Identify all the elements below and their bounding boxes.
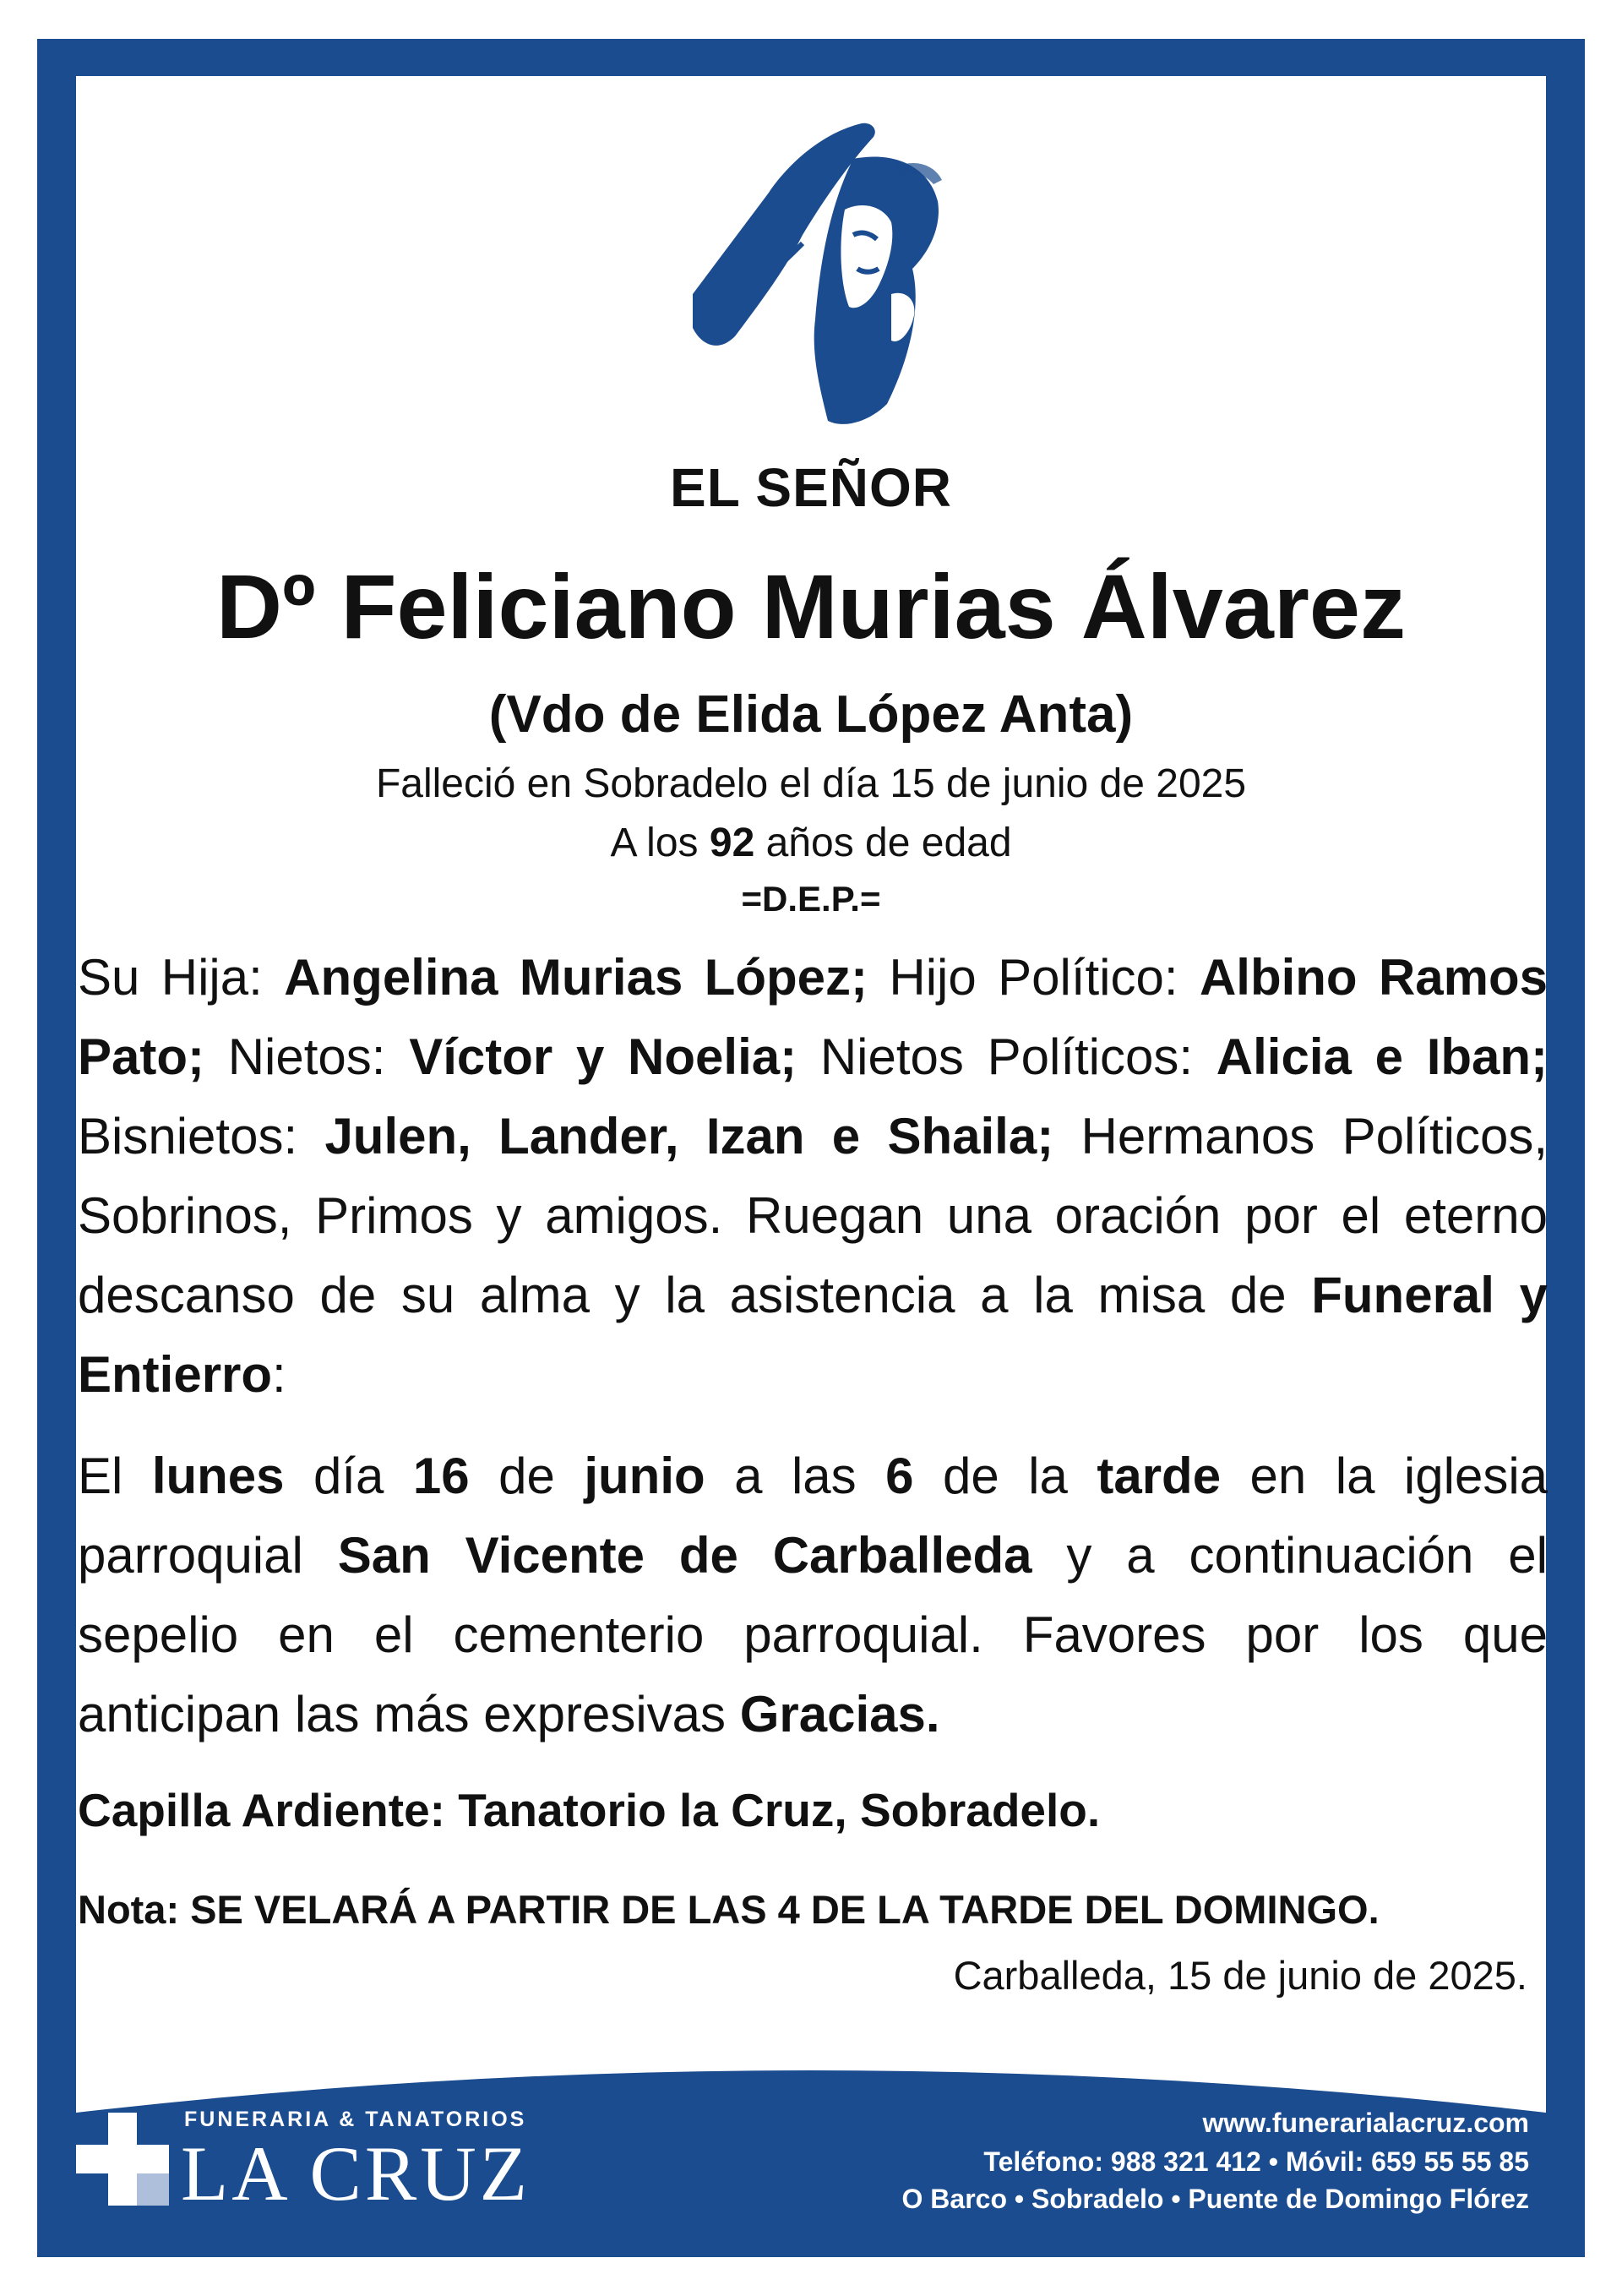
ceremony-text-1: El (78, 1448, 152, 1504)
ceremony-text-2: día (284, 1448, 413, 1504)
cross-icon (76, 2113, 169, 2206)
dep: =D.E.P.= (741, 879, 881, 919)
family-text-5: Bisnietos: (78, 1108, 325, 1164)
ceremony-bold-6: San Vicente de Carballeda (337, 1527, 1032, 1584)
brand-name: LA CRUZ (181, 2130, 531, 2217)
place-date-signature: Carballeda, 15 de junio de 2025. (953, 1953, 1527, 1998)
ceremony-text-3: de (469, 1448, 585, 1504)
family-name-2: Albino Ramos Pato; (78, 949, 1549, 1085)
title: EL SEÑOR (670, 457, 952, 518)
family-text-6: Hermanos Políticos, Sobrinos, Primos y amigos. Ruegan una oración por el eterno descanso de su alma y la asistencia a la misa de (78, 1108, 1548, 1323)
ceremony-paragraph (78, 1437, 1548, 1754)
ceremony-text-5: de la (913, 1448, 1097, 1504)
ceremony-text-7: y a continuación el sepelio en el cementerio parroquial. Favores por los que anticipan las más expresivas (78, 1527, 1548, 1742)
website-link[interactable]: www.funerarialacruz.com (1202, 2108, 1529, 2138)
ceremony-bold-7: Gracias. (739, 1686, 940, 1742)
deceased-name: Dº Feliciano Murias Álvarez (216, 555, 1406, 657)
ceremony-bold-2: 16 (412, 1448, 470, 1504)
family-name-3: Víctor y Noelia; (409, 1028, 797, 1085)
family-paragraph (78, 938, 1548, 1415)
death-info: Falleció en Sobradelo el día 15 de junio de 2025 (375, 761, 1247, 806)
age-suffix: años de edad (754, 821, 1012, 865)
family-text-7: : (272, 1346, 286, 1403)
age-value: 92 (709, 821, 755, 865)
family-text-4: Nietos Políticos: (797, 1028, 1216, 1085)
family-text-1: Su Hija: (78, 949, 285, 1006)
note: Nota: SE VELARÁ A PARTIR DE LAS 4 DE LA TARDE DEL DOMINGO. (78, 1887, 1380, 1932)
ceremony-bold-1: lunes (151, 1448, 285, 1504)
family-name-4: Alicia e Iban; (1216, 1028, 1549, 1085)
brand-subtitle: FUNERARIA & TANATORIOS (184, 2108, 527, 2131)
family-text-3: Nietos: (204, 1028, 410, 1085)
christ-head-icon (642, 100, 980, 438)
ceremony-bold-4: 6 (885, 1448, 914, 1504)
ceremony-text-6: en la iglesia parroquial (78, 1448, 1549, 1584)
family-text-2: Hijo Político: (868, 949, 1200, 1006)
locations: O Barco • Sobradelo • Puente de Domingo Flórez (901, 2184, 1529, 2214)
family-name-1: Angelina Murias López; (284, 949, 868, 1006)
ceremony-bold-5: tarde (1097, 1448, 1222, 1504)
ceremony-bold-3: junio (584, 1448, 705, 1504)
phone-info: Teléfono: 988 321 412 • Móvil: 659 55 55 85 (983, 2146, 1529, 2177)
age-line (76, 820, 1546, 866)
ceremony-text-4: a las (705, 1448, 886, 1504)
widow-of: (Vdo de Elida López Anta) (488, 685, 1134, 744)
family-name-6: Funeral y Entierro (78, 1267, 1548, 1403)
age-prefix: A los (610, 821, 710, 865)
capilla-ardiente: Capilla Ardiente: Tanatorio la Cruz, Sobradelo. (78, 1784, 1101, 1836)
family-name-5: Julen, Lander, Izan e Shaila; (324, 1108, 1054, 1164)
